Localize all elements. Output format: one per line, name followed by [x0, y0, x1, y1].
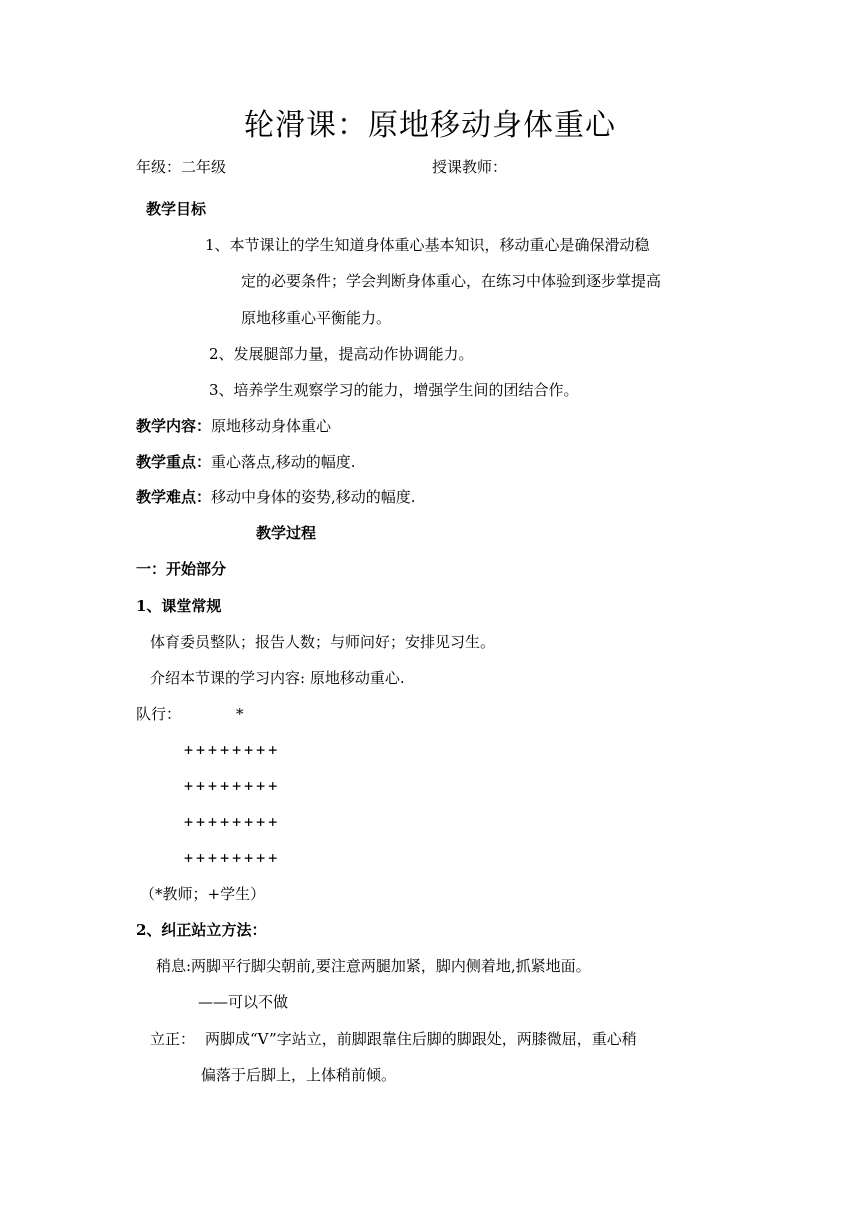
difficulty-value: 移动中身体的姿势,移动的幅度. — [211, 488, 416, 506]
attention-line-1: 两脚成“V”字站立，前脚跟靠住后脚的脚跟处，两膝微屈，重心稍 — [205, 1030, 637, 1048]
rest-line: 稍息:两脚平行脚尖朝前,要注意两腿加紧，脚内侧着地,抓紧地面。 — [156, 957, 591, 975]
objective-1-line-3: 原地移重心平衡能力。 — [241, 309, 392, 327]
key-point-label: 教学重点： — [136, 453, 212, 471]
objective-2: 2、发展腿部力量，提高动作协调能力。 — [209, 345, 474, 363]
stance-heading: 2、纠正站立方法： — [136, 921, 267, 939]
formation-row: ++++++++ — [184, 849, 281, 867]
content-row — [136, 416, 331, 436]
key-point-value: 重心落点,移动的幅度. — [211, 453, 356, 471]
formation-legend: （*教师；+学生） — [140, 885, 266, 903]
attention-label: 立正： — [150, 1030, 196, 1048]
routine-line-2: 介绍本节课的学习内容: 原地移动重心. — [150, 669, 405, 687]
objective-3: 3、培养学生观察学习的能力，增强学生间的团结合作。 — [209, 381, 579, 399]
grade-label: 年级：二年级 — [136, 158, 227, 176]
formation-row: ++++++++ — [184, 777, 281, 795]
formation-row: ++++++++ — [184, 741, 281, 759]
teacher-label: 授课教师： — [432, 158, 508, 176]
content-label: 教学内容： — [136, 417, 212, 435]
objectives-heading: 教学目标 — [146, 200, 207, 218]
teacher-mark: * — [236, 705, 244, 723]
formation-row: ++++++++ — [184, 813, 281, 831]
process-heading: 教学过程 — [256, 524, 317, 542]
attention-line-2: 偏落于后脚上，上体稍前倾。 — [201, 1066, 397, 1084]
difficulty-row — [136, 487, 416, 507]
objective-1-line-1: 1、本节课让的学生知道身体重心基本知识，移动重心是确保滑动稳 — [205, 236, 650, 254]
formation-label: 队行： — [136, 705, 182, 723]
routine-line-1: 体育委员整队；报告人数；与师问好；安排见习生。 — [150, 633, 496, 651]
content-value: 原地移动身体重心 — [211, 417, 332, 435]
part1-heading: 一：开始部分 — [136, 560, 227, 578]
difficulty-label: 教学难点： — [136, 488, 212, 506]
objective-1-line-2: 定的必要条件；学会判断身体重心，在练习中体验到逐步掌提高 — [241, 272, 662, 290]
rest-note: ——可以不做 — [198, 993, 289, 1011]
page-title: 轮滑课：原地移动身体重心 — [244, 108, 616, 143]
routine-heading: 1、课堂常规 — [136, 597, 222, 615]
key-point-row — [136, 452, 356, 472]
